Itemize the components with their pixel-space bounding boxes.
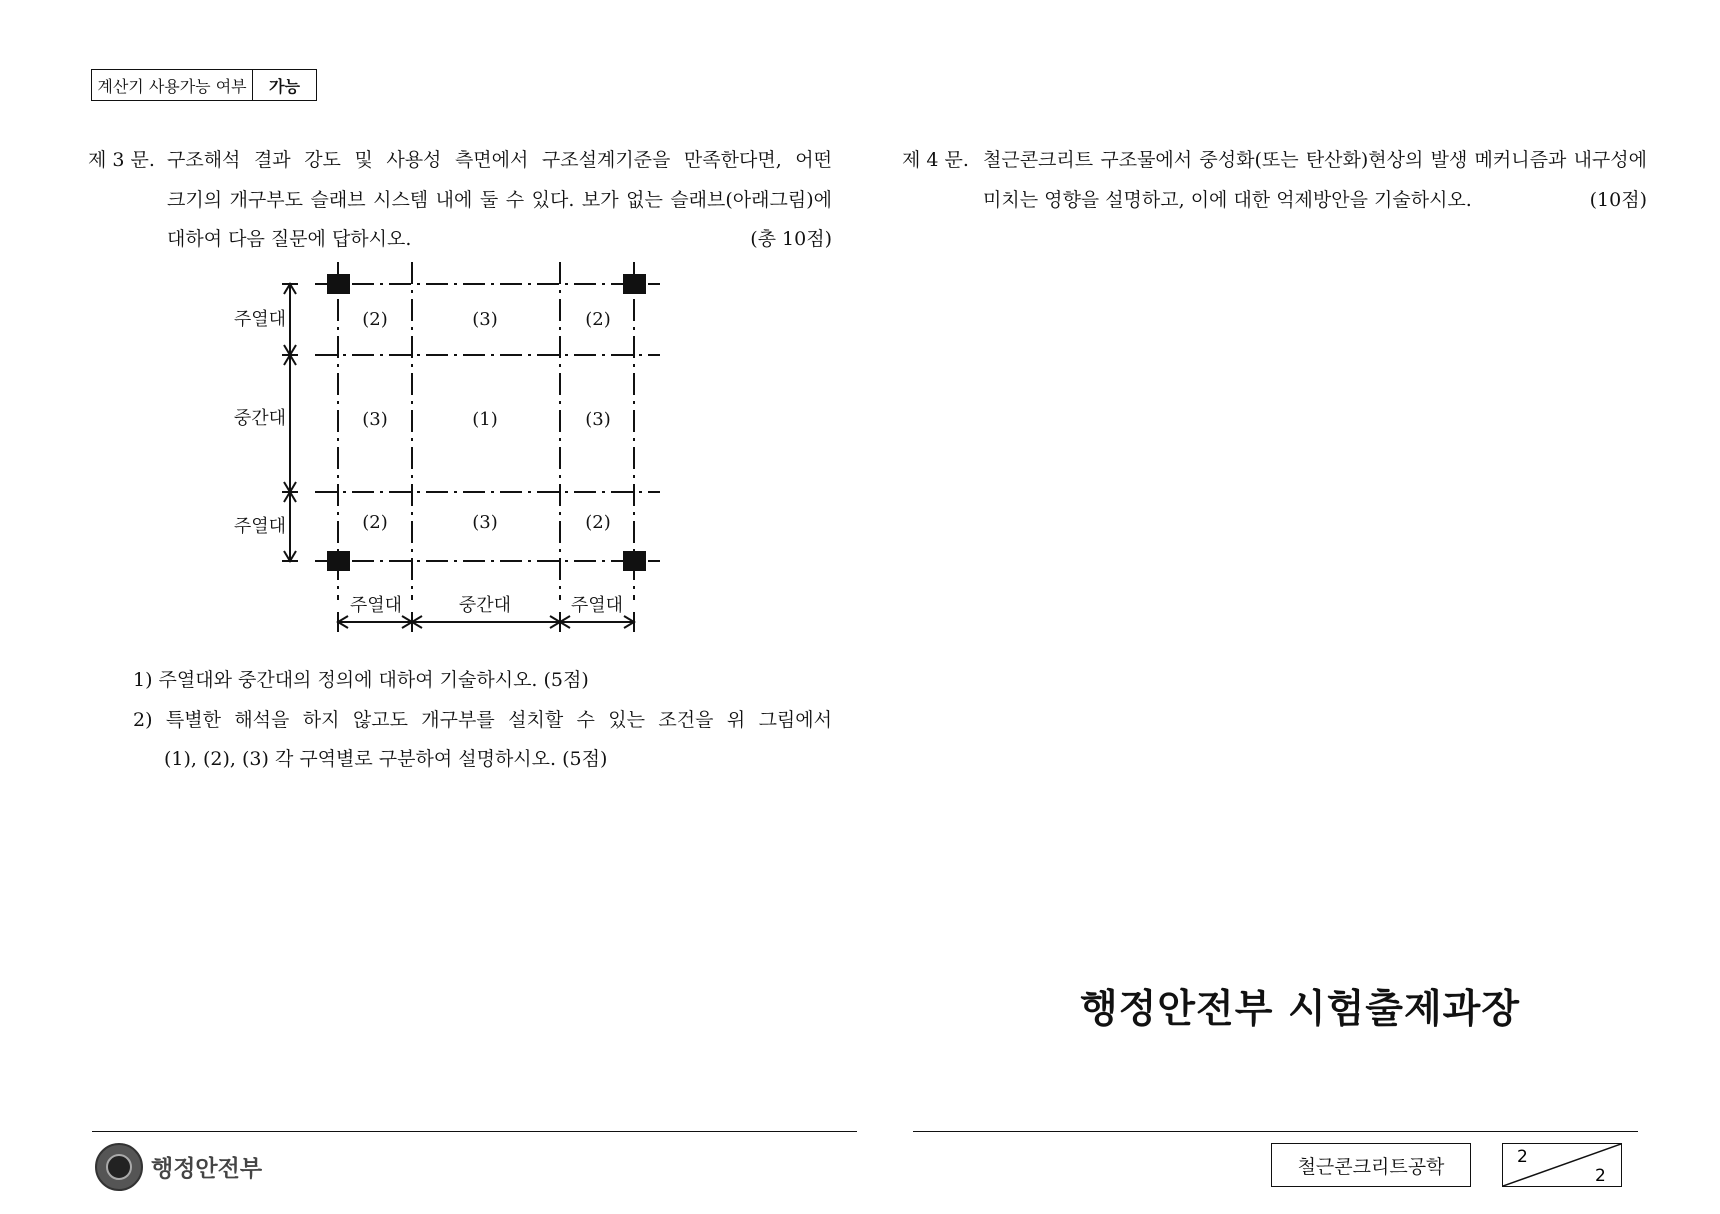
page-number-box (1502, 1143, 1622, 1187)
col-label-1: 주열대 (349, 595, 403, 616)
column-bottom-right (623, 551, 646, 571)
cell-3-2: (3) (472, 512, 498, 533)
footer-rule-left (92, 1131, 857, 1132)
q4-line-1: 철근콘크리트 구조물에서 중성화(또는 탄산화)현상의 발생 메커니즘과 내구성에 (983, 149, 1647, 171)
page-number-diagonal (1503, 1144, 1621, 1186)
page-current: 2 (1517, 1147, 1528, 1167)
cell-2-2: (1) (472, 409, 498, 430)
q3-number: 제 3 문. (88, 149, 155, 171)
q4-number: 제 4 문. (902, 149, 969, 171)
column-top-right (623, 274, 646, 294)
ministry-seal-icon (95, 1143, 143, 1191)
q3-sub-1: 1) 주열대와 중간대의 정의에 대하여 기술하시오. (5점) (133, 669, 589, 691)
cell-1-3: (2) (585, 309, 611, 330)
cell-3-1: (2) (362, 512, 388, 533)
column-bottom-left (327, 551, 350, 571)
cell-1-1: (2) (362, 309, 388, 330)
cell-3-3: (2) (585, 512, 611, 533)
cell-2-3: (3) (585, 409, 611, 430)
row-label-2: 중간대 (233, 408, 287, 429)
q4-line-2-text: 미치는 영향을 설명하고, 이에 대한 억제방안을 기술하시오. (983, 189, 1472, 211)
q3-line-1: 구조해석 결과 강도 및 사용성 측면에서 구조설계기준을 만족한다면, 어떤 (167, 149, 832, 171)
column-top-left (327, 274, 350, 294)
row-label-1: 주열대 (233, 309, 287, 330)
col-label-3: 주열대 (570, 595, 624, 616)
page-total: 2 (1595, 1166, 1606, 1186)
footer-rule-right (913, 1131, 1638, 1132)
col-label-2: 중간대 (458, 595, 512, 616)
q3-points: (총 10점) (750, 228, 832, 250)
calculator-usage-value: 가능 (269, 76, 300, 96)
ministry-name: 행정안전부 (151, 1156, 263, 1182)
subject-name: 철근콘크리트공학 (1297, 1155, 1445, 1178)
cell-2-1: (3) (362, 409, 388, 430)
row-label-3: 주열대 (233, 516, 287, 537)
calculator-usage-label: 계산기 사용가능 여부 (92, 70, 253, 100)
q4-points: (10점) (1589, 189, 1647, 211)
q3-sub-2-line-2: (1), (2), (3) 각 구역별로 구분하여 설명하시오. (5점) (164, 748, 608, 770)
q3-line-2: 크기의 개구부도 슬래브 시스템 내에 둘 수 있다. 보가 없는 슬래브(아래그림)에 (167, 189, 832, 211)
q4-line-2 (983, 186, 1647, 214)
subject-box (1271, 1143, 1471, 1187)
q3-line-3-text: 대하여 다음 질문에 답하시오. (167, 228, 412, 250)
q3-sub-2-line-1: 2) 특별한 해석을 하지 않고도 개구부를 설치할 수 있는 조건을 위 그림에서 (133, 709, 832, 731)
cell-1-2: (3) (472, 309, 498, 330)
issuer-title: 행정안전부 시험출제과장 (1080, 986, 1520, 1032)
